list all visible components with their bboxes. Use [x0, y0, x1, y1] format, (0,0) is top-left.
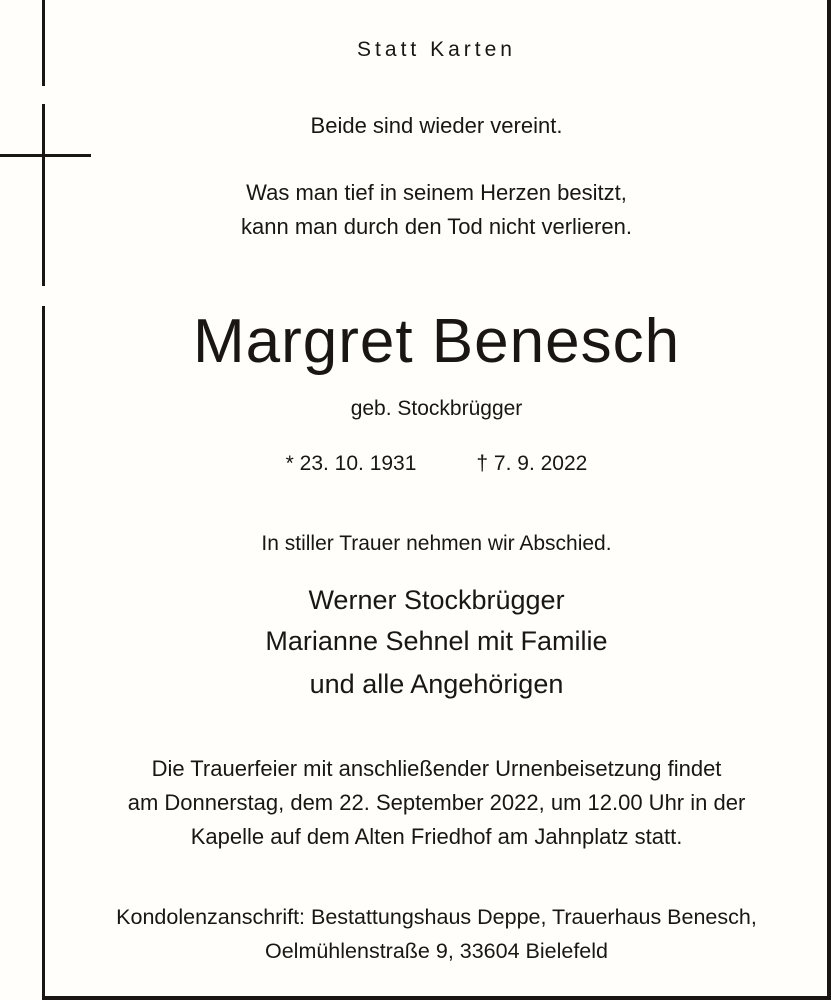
maiden-name: geb. Stockbrügger — [350, 397, 523, 420]
condolence-address-line-1: Kondolenzanschrift: Bestattungshaus Deppe, Trauerhaus Benesch, — [116, 905, 757, 929]
condolence-address-line-2: Oelmühlenstraße 9, 33604 Bielefeld — [264, 939, 608, 963]
verse-line-2: Was man tief in seinem Herzen besitzt, — [246, 180, 627, 205]
heading-statt-karten: Statt Karten — [357, 38, 516, 61]
mourner-1: Werner Stockbrügger — [308, 585, 565, 615]
service-info-line-2: am Donnerstag, dem 22. September 2022, um 12.00 Uhr in der — [127, 790, 746, 815]
deceased-name: Margret Benesch — [192, 307, 681, 376]
verse-line-3: kann man durch den Tod nicht verlieren. — [241, 214, 632, 239]
frame-right-line — [827, 0, 831, 1000]
frame-bottom-line — [42, 996, 831, 1000]
service-info-line-3: Kapelle auf dem Alten Friedhof am Jahnplatz statt. — [190, 824, 683, 849]
frame-left-bottom-line — [42, 306, 45, 996]
frame-left-top-line — [42, 0, 45, 86]
service-info-line-1: Die Trauerfeier mit anschließender Urnenbeisetzung findet — [151, 756, 722, 781]
mourner-3: und alle Angehörigen — [309, 669, 564, 699]
life-dates — [46, 452, 827, 476]
birth-date: * 23. 10. 1931 — [285, 452, 417, 475]
cross-icon-horizontal — [0, 154, 91, 157]
cross-icon-vertical — [42, 104, 45, 286]
mourner-2: Marianne Sehnel mit Familie — [265, 626, 608, 656]
verse-line-1: Beide sind wieder vereint. — [310, 113, 563, 138]
mourning-line: In stiller Trauer nehmen wir Abschied. — [261, 532, 612, 555]
death-date: † 7. 9. 2022 — [476, 452, 588, 475]
